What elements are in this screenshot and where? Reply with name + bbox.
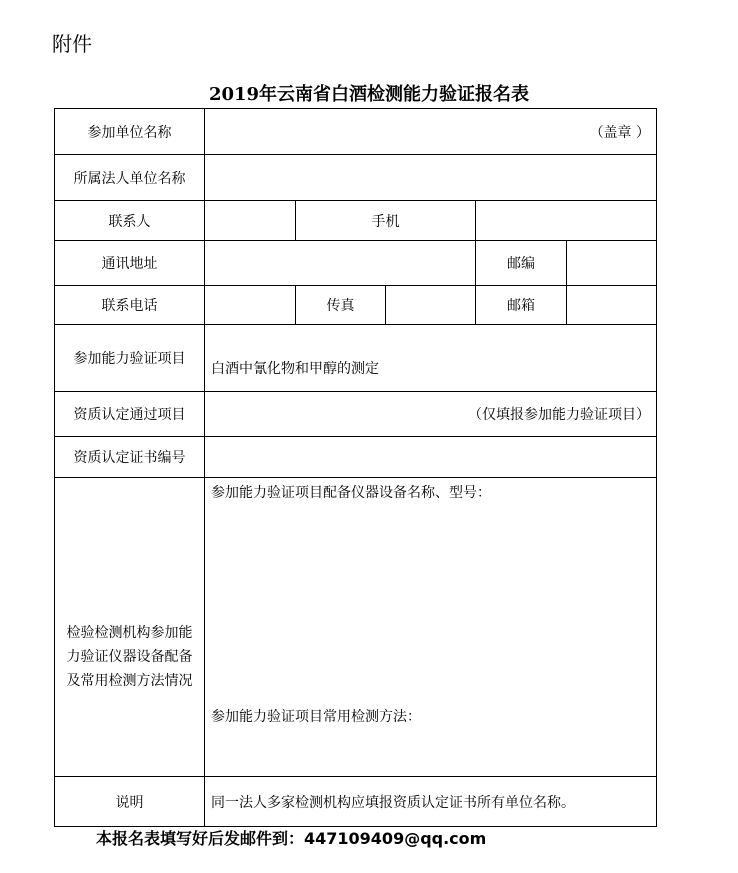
equipment-label: 检验检测机构参加能力验证仪器设备配备及常用检测方法情况 bbox=[55, 478, 205, 777]
method-prompt: 参加能力验证项目常用检测方法： bbox=[211, 709, 421, 725]
unit-name-label: 参加单位名称 bbox=[55, 109, 205, 155]
contact-label: 联系人 bbox=[55, 201, 205, 241]
form-title: 2019年云南省白酒检测能力验证报名表 bbox=[208, 84, 530, 105]
equipment-prompt: 参加能力验证项目配备仪器设备名称、型号： bbox=[211, 485, 491, 501]
row-equipment bbox=[55, 478, 657, 777]
attachment-label: 附件 bbox=[52, 32, 92, 56]
pt-item-text: 白酒中氰化物和甲醇的测定 bbox=[211, 361, 379, 377]
qual-item-label: 资质认定通过项目 bbox=[55, 392, 205, 437]
email-label: 邮箱 bbox=[476, 286, 567, 325]
note-label: 说明 bbox=[55, 777, 205, 827]
row-phone bbox=[55, 286, 657, 325]
contact-field[interactable] bbox=[205, 201, 296, 241]
mobile-field[interactable] bbox=[476, 201, 657, 241]
address-label: 通讯地址 bbox=[55, 241, 205, 286]
unit-name-field[interactable] bbox=[205, 109, 657, 155]
qual-item-field[interactable] bbox=[205, 392, 657, 437]
email-field[interactable] bbox=[567, 286, 657, 325]
postcode-label: 邮编 bbox=[476, 241, 567, 286]
submission-instruction: 本报名表填写好后发邮件到：447109409@qq.com bbox=[96, 829, 487, 848]
phone-label: 联系电话 bbox=[55, 286, 205, 325]
row-address bbox=[55, 241, 657, 286]
row-cert-no bbox=[55, 437, 657, 478]
row-legal-unit bbox=[55, 155, 657, 201]
phone-field[interactable] bbox=[205, 286, 296, 325]
registration-form-table bbox=[54, 108, 657, 827]
seal-note: （盖章 ） bbox=[589, 124, 651, 141]
fax-label: 传真 bbox=[296, 286, 386, 325]
fax-field[interactable] bbox=[386, 286, 476, 325]
equipment-field[interactable] bbox=[205, 478, 657, 777]
row-pt-item bbox=[55, 325, 657, 392]
mobile-label: 手机 bbox=[296, 201, 476, 241]
pt-item-label: 参加能力验证项目 bbox=[55, 325, 205, 392]
legal-unit-field[interactable] bbox=[205, 155, 657, 201]
pt-item-value[interactable] bbox=[205, 325, 657, 392]
cert-no-field[interactable] bbox=[205, 437, 657, 478]
legal-unit-label: 所属法人单位名称 bbox=[55, 155, 205, 201]
postcode-field[interactable] bbox=[567, 241, 657, 286]
cert-no-label: 资质认定证书编号 bbox=[55, 437, 205, 478]
row-contact bbox=[55, 201, 657, 241]
qual-item-note: （仅填报参加能力验证项目） bbox=[468, 407, 651, 423]
row-qual-item bbox=[55, 392, 657, 437]
row-note bbox=[55, 777, 657, 827]
address-field[interactable] bbox=[205, 241, 476, 286]
note-value: 同一法人多家检测机构应填报资质认定证书所有单位名称。 bbox=[205, 777, 657, 827]
row-unit-name bbox=[55, 109, 657, 155]
